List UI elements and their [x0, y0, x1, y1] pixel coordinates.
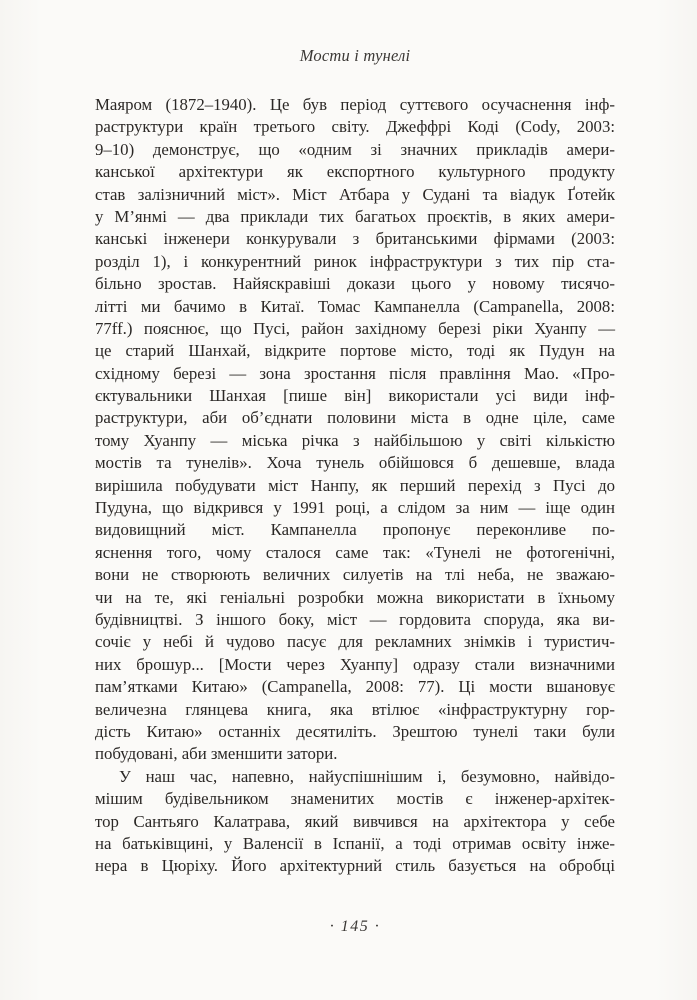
body-line: яснення того, чому сталося саме так: «Тунелі не фотогенічні, [95, 542, 615, 562]
page-number: · 145 · [329, 918, 381, 935]
body-line: Пудуна, що відкрився у 1991 році, а слідом за ним — іще один [95, 498, 615, 518]
body-line: вони не створюють величних силуетів на тлі неба, не зважаю- [95, 565, 615, 585]
body-line: більно зростав. Найяскравіші докази цього у новому тисячо- [95, 274, 615, 294]
body-line: раструктури країн третього світу. Джеффрі Коді (Cody, 2003: [95, 117, 615, 137]
body-line: став залізничний міст». Міст Атбара у Судані та віадук Ґотейк [95, 184, 615, 204]
running-header: Мости і тунелі [299, 46, 411, 65]
body-line: пам’ятками Китаю» (Campanella, 2008: 77). Ці мости вшановує [95, 677, 615, 697]
body-line: тор Сантьяго Калатрава, який вивчився на архітектора у себе [95, 811, 615, 831]
body-line: У наш час, напевно, найуспішнішим і, безумовно, найвідо- [119, 766, 615, 786]
body-line: канські інженери конкурували з британськими фірмами (2003: [95, 229, 615, 249]
body-line: розділ 1), і конкурентний ринок інфраструктури з тих пір ста- [95, 251, 615, 271]
body-line: 77ff.) пояснює, що Пусі, район західному березі ріки Хуанпу — [95, 318, 615, 338]
body-line: у М’янмі — два приклади тих багатьох проєктів, в яких амери- [95, 206, 615, 226]
body-line: будівництві. З іншого боку, міст — гордовита споруда, яка ви- [95, 609, 615, 629]
body-line: 9–10) демонструє, що «одним зі значних прикладів амери- [95, 139, 615, 159]
body-line: Маяром (1872–1940). Це був період суттєвого осучаснення інф- [95, 95, 615, 114]
text-block [95, 94, 615, 878]
body-line: тому Хуанпу — міська річка з найбільшою у світі кількістю [95, 430, 615, 450]
body-line: видовищний міст. Кампанелла пропонує переконливе по- [95, 520, 615, 540]
body-line: побудовані, аби зменшити затори. [95, 744, 338, 764]
body-line: східному березі — зона зростання після правління Мао. «Про- [95, 363, 615, 383]
body-line: сочіє у небі й чудово пасує для рекламних знімків і туристич- [95, 632, 615, 652]
body-line: мостів та тунелів». Хоча тунель обійшовся б дешевше, влада [95, 453, 615, 473]
body-line: раструктури, аби об’єднати половини міста в одне ціле, саме [95, 408, 615, 428]
body-line: вирішила побудувати міст Нанпу, як перший перехід з Пусі до [95, 475, 615, 495]
body-line: них брошур... [Мости через Хуанпу] одразу стали визначними [95, 654, 615, 674]
body-line: мішим будівельником знаменитих мостів є інженер-архітек- [95, 789, 615, 809]
body-line: єктувальники Шанхая [пише він] використали усі види інф- [95, 386, 615, 406]
body-line: величезна глянцева книга, яка втілює «інфраструктурну гор- [95, 699, 615, 719]
body-line: це старий Шанхай, відкрите портове місто, тоді як Пудун на [95, 341, 615, 361]
body-line: канської архітектури як експортного культурного продукту [95, 162, 615, 182]
body-line: на батьківщині, у Валенсії в Іспанії, а тоді отримав освіту інже- [95, 833, 615, 853]
body-line: чи на те, які геніальні розробки можна використати в їхньому [95, 587, 615, 607]
body-line: літті ми бачимо в Китаї. Томас Кампанелла (Campanella, 2008: [95, 296, 615, 316]
body-line: дість Китаю» останніх десятиліть. Зрештою тунелі таки були [95, 721, 615, 741]
body-line: нера в Цюріху. Його архітектурний стиль базується на обробці [95, 856, 615, 876]
